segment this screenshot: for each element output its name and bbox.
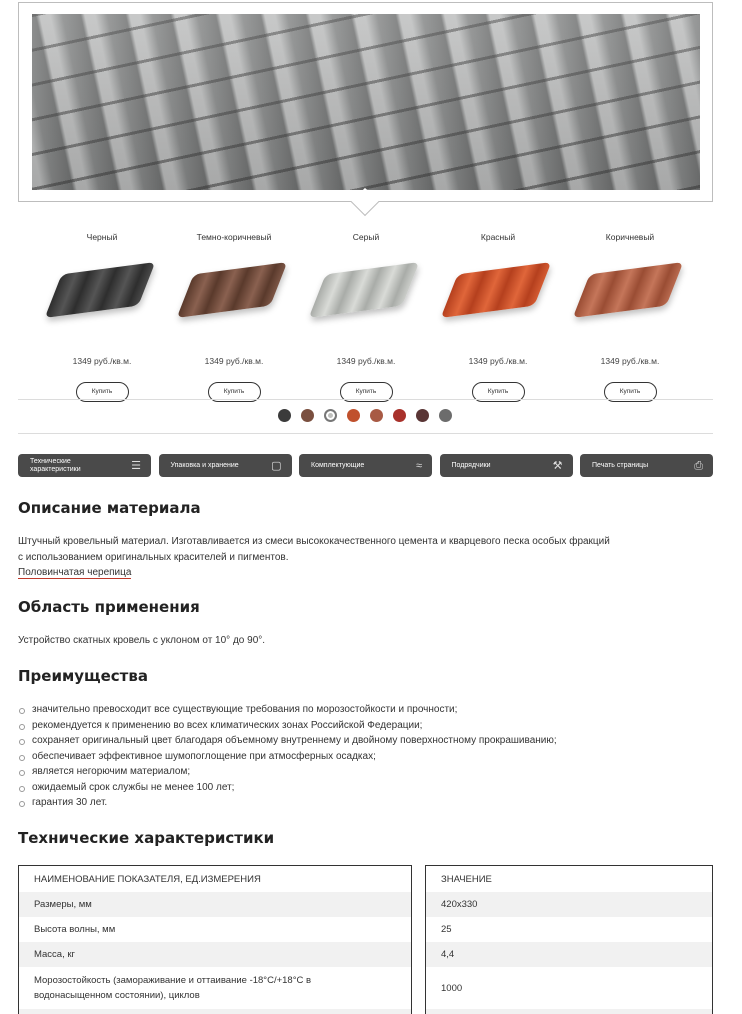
- list-item: рекомендуется к применению во всех климатических зонах Российской Федерации;: [18, 718, 557, 734]
- product-image-frame: [18, 2, 713, 202]
- table-cell: Морозостойкость (замораживание и оттаивание -18°С/+18°С в водонасыщенном состоянии), циклов: [34, 975, 312, 1001]
- printer-icon: ⎙: [694, 459, 703, 472]
- variant-price: 1349 руб./кв.м.: [600, 356, 660, 366]
- tab-label: Упаковка и хранение: [170, 461, 239, 469]
- tab-packaging[interactable]: [159, 454, 292, 477]
- specs-table-names: [18, 865, 412, 1014]
- box-icon: ▢: [271, 459, 282, 472]
- tab-technical-specs[interactable]: [18, 454, 151, 477]
- list-item: сохраняет оригинальный цвет благодаря объемному внутреннему и двойному поверхностному прокрашиванию;: [18, 733, 557, 749]
- info-tabs: [18, 454, 713, 477]
- table-header: ЗНАЧЕНИЕ: [441, 873, 492, 885]
- tab-print-page[interactable]: [580, 454, 713, 477]
- list-item: является негорючим материалом;: [18, 764, 557, 780]
- tab-contractors[interactable]: [440, 454, 573, 477]
- tab-label: Подрядчики: [451, 461, 491, 469]
- table-cell: 25: [441, 924, 452, 935]
- table-cell: 1000: [441, 982, 463, 994]
- divider: [18, 399, 713, 400]
- section-title-advantages: Преимущества: [18, 667, 148, 685]
- list-item: ожидаемый срок службы не менее 100 лет;: [18, 780, 557, 796]
- swatch-dot-selected[interactable]: [324, 409, 337, 422]
- tile-image[interactable]: [580, 262, 680, 322]
- swatch-dot[interactable]: [301, 409, 314, 422]
- section-title-specs: Технические характеристики: [18, 829, 275, 847]
- advantages-list: [18, 702, 557, 811]
- variant-dark-brown: [168, 230, 300, 395]
- swatch-dot[interactable]: [347, 409, 360, 422]
- buy-button[interactable]: Купить: [340, 382, 393, 402]
- specs-table-values: [425, 865, 713, 1014]
- color-swatch-selector: [278, 409, 452, 422]
- table-cell: 420x330: [426, 892, 712, 917]
- tile-image[interactable]: [184, 262, 284, 322]
- hammer-icon: ⚒: [552, 459, 563, 472]
- variant-name: Черный: [86, 232, 118, 242]
- table-cell: Масса, кг: [19, 942, 411, 967]
- tab-label: Технические характеристики: [30, 457, 81, 473]
- list-item: гарантия 30 лет.: [18, 795, 557, 811]
- color-variants: [36, 230, 696, 395]
- description-line: Штучный кровельный материал. Изготавливается из смеси высококачественного цемента и кварцевого песка особых фракций: [18, 536, 610, 547]
- description-line: с использованием оригинальных красителей и пигментов.: [18, 551, 289, 563]
- table-cell: 4,4: [426, 942, 712, 967]
- swatch-dot[interactable]: [278, 409, 291, 422]
- variant-brown: [564, 230, 696, 395]
- variant-black: [36, 230, 168, 395]
- description-text: [18, 534, 708, 581]
- variant-name: Красный: [480, 232, 516, 242]
- variant-price: 1349 руб./кв.м.: [336, 356, 396, 366]
- buy-button[interactable]: Купить: [208, 382, 261, 402]
- spec-doc-icon: ☰: [131, 459, 141, 472]
- variant-price: 1349 руб./кв.м.: [468, 356, 528, 366]
- tile-image[interactable]: [448, 262, 548, 322]
- variant-name: Коричневый: [605, 232, 655, 242]
- tile-image[interactable]: [52, 262, 152, 322]
- swatch-dot[interactable]: [439, 409, 452, 422]
- table-cell: Размеры, мм: [19, 892, 411, 917]
- divider: [18, 433, 713, 434]
- list-item: значительно превосходит все существующие требования по морозостойкости и прочности;: [18, 702, 557, 718]
- section-title-application: Область применения: [18, 598, 200, 616]
- table-header: НАИМЕНОВАНИЕ ПОКАЗАТЕЛЯ, ЕД.ИЗМЕРЕНИЯ: [34, 873, 261, 885]
- half-tile-link[interactable]: Половинчатая черепица: [18, 567, 132, 578]
- section-title-description: Описание материала: [18, 499, 201, 517]
- tile-image[interactable]: [316, 262, 416, 322]
- roof-parts-icon: ≈: [415, 459, 422, 472]
- list-item: обеспечивает эффективное шумопоглощение при атмосферных осадках;: [18, 749, 557, 765]
- swatch-dot[interactable]: [393, 409, 406, 422]
- variant-price: 1349 руб./кв.м.: [72, 356, 132, 366]
- variant-grey: [300, 230, 432, 395]
- application-text: Устройство скатных кровель с уклоном от 10° до 90°.: [18, 635, 266, 646]
- swatch-dot[interactable]: [416, 409, 429, 422]
- buy-button[interactable]: Купить: [472, 382, 525, 402]
- tab-label: Комплектующие: [311, 461, 365, 469]
- variant-red: [432, 230, 564, 395]
- table-row: [19, 1009, 411, 1014]
- tab-components[interactable]: [299, 454, 432, 477]
- table-cell: Высота волны, мм: [34, 924, 116, 935]
- variant-name: Серый: [352, 232, 380, 242]
- swatch-dot[interactable]: [370, 409, 383, 422]
- buy-button[interactable]: Купить: [604, 382, 657, 402]
- roof-tile-photo: [32, 14, 700, 190]
- buy-button[interactable]: Купить: [76, 382, 129, 402]
- table-row: [426, 1009, 712, 1014]
- variant-price: 1349 руб./кв.м.: [204, 356, 264, 366]
- tab-label: Печать страницы: [592, 461, 649, 469]
- variant-name: Темно-коричневый: [196, 232, 272, 242]
